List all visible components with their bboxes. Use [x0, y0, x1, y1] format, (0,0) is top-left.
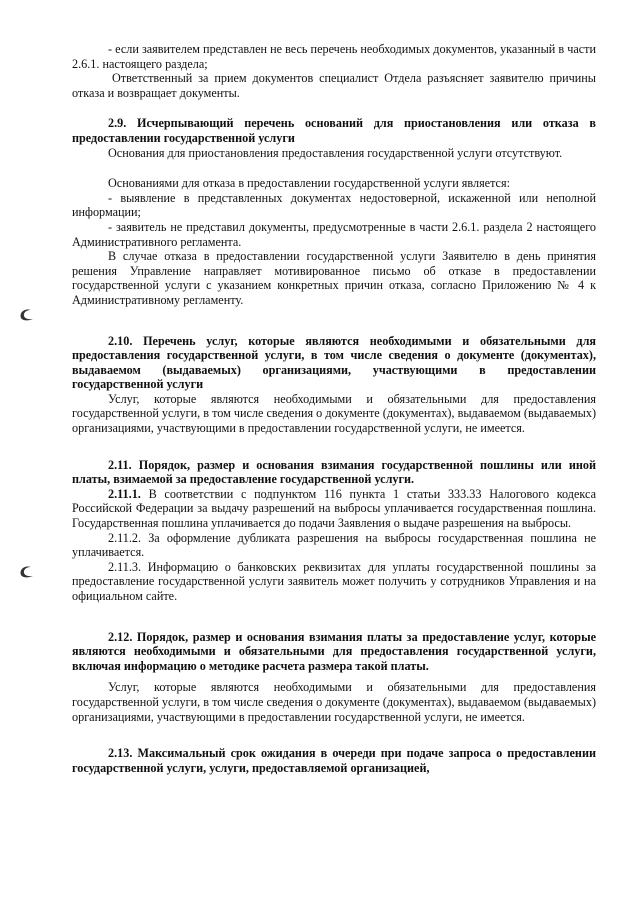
heading-2-9: 2.9. Исчерпывающий перечень оснований для приостановления или отказа в предоставлении государственной услуги — [72, 116, 596, 145]
binder-hole-mark-bottom — [18, 565, 34, 579]
hole-punch-icon — [18, 565, 34, 579]
paragraph-2-11-2: 2.11.2. За оформление дубликата разрешения на выбросы государственная пошлина не уплачивается. — [72, 530, 596, 560]
heading-2-12: 2.12. Порядок, размер и основания взимания платы за предоставление услуг, которые являются необходимыми и обязательными для предоставления государственной услуги, включая информацию о методике расчета размера такой платы. — [72, 629, 596, 673]
paragraph-no-suspension: Основания для приостановления предоставления государственной услуги отсутствуют. — [108, 145, 563, 160]
document-page — [72, 42, 596, 775]
heading-2-13: 2.13. Максимальный срок ожидания в очереди при подаче запроса о предоставлении государственной услуги, услуги, предоставляемой организацией, — [72, 746, 596, 775]
list-item-unreliable-info: - выявление в представленных документах недостоверной, искаженной или неполной информации; — [72, 190, 596, 220]
list-item-missing-documents: - заявитель не представил документы, предусмотренные в части 2.6.1. раздела 2 настоящего Административного регламента. — [72, 219, 596, 249]
paragraph-refusal-letter: В случае отказа в предоставлении государственной услуги Заявителю в день принятия решения Управление направляет мотивированное письмо об отказе в предоставлении государственной услуги с указанием конкретных причин отказа, согласно Приложению № 4 к Административному регламенту. — [72, 249, 596, 307]
heading-2-11: 2.11. Порядок, размер и основания взимания государственной пошлины или иной платы, взимаемой за предоставление государственной услуги. — [72, 457, 596, 487]
paragraph-missing-documents: - если заявителем представлен не весь перечень необходимых документов, указанный в части 2.6.1. настоящего раздела; — [72, 42, 596, 71]
binder-hole-mark-top — [18, 308, 34, 322]
paragraph-no-required-services: Услуг, которые являются необходимыми и обязательными для предоставления государственной услуги, в том числе сведения о документе (документах), выдаваемом (выдаваемых) организациями, участвующими в предоставлении государственной услуги, не имеется. — [72, 391, 596, 436]
clause-text-2-11-1: В соответствии с подпунктом 116 пункта 1 статьи 333.33 Налогового кодекса Российской Федерации за выдачу разрешений на выбросы уплачивается государственная пошлина. Государственная пошлина уплачивается до подачи Заявления о выдаче разрешения на выбросы. — [72, 486, 596, 531]
heading-2-10: 2.10. Перечень услуг, которые являются необходимыми и обязательными для предоставления государственной услуги, в том числе сведения о документе (документах), выдаваемом (выдаваемых) организациями, участвующими в предоставлении государственной услуги — [72, 333, 596, 392]
paragraph-refusal-explanation: Ответственный за прием документов специалист Отдела разъясняет заявителю причины отказа и возвращает документы. — [72, 71, 596, 100]
paragraph-2-11-3: 2.11.3. Информацию о банковских реквизитах для уплаты государственной пошлины за предоставление государственной услуги заявитель может получить у сотрудников Управления и на официальном сайте. — [72, 559, 596, 603]
paragraph-refusal-grounds: Основаниями для отказа в предоставлении государственной услуги является: — [108, 176, 510, 191]
clause-number-2-11-1: 2.11.1. — [108, 486, 141, 501]
paragraph-2-11-1 — [72, 487, 596, 531]
paragraph-no-paid-services: Услуг, которые являются необходимыми и обязательными для предоставления государственной услуги, в том числе сведения о документе (документах), выдаваемом (выдаваемых) организациями, участвующими в предоставлении государственной услуги, не имеется. — [72, 680, 596, 724]
hole-punch-icon — [18, 308, 34, 322]
